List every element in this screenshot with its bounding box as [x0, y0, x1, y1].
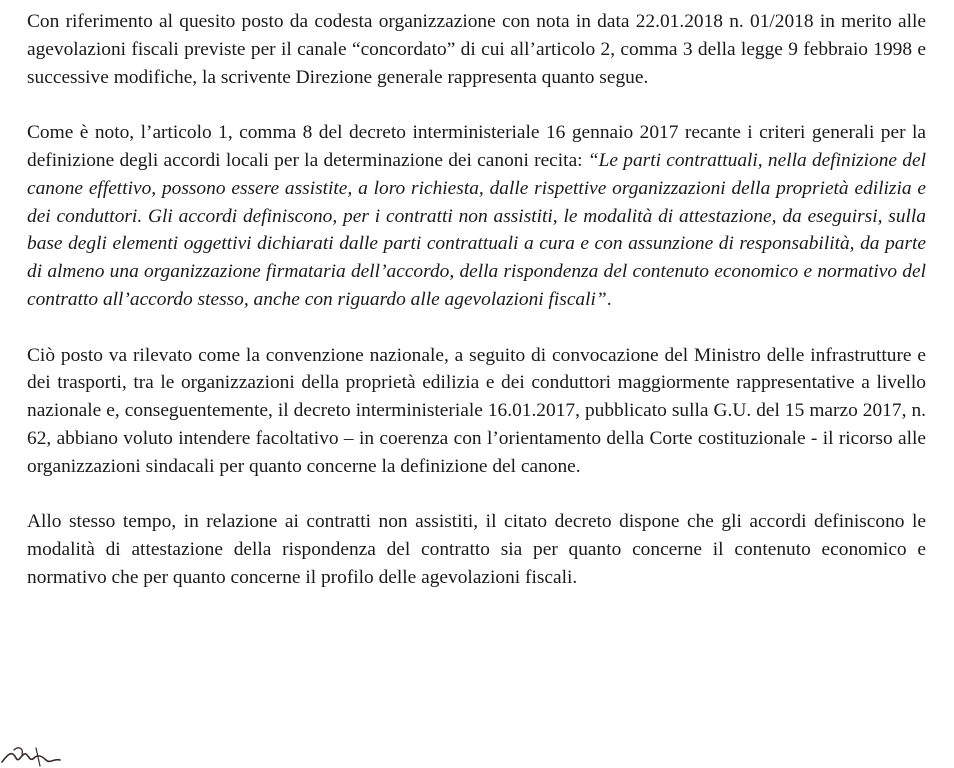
citation-quote: “Le parti contrattuali, nella definizione del canone effettivo, possono essere assistite, a loro richiesta, dalle rispettive organizzazioni della proprietà edilizia e dei conduttori. Gli accordi definiscono, per i contratti non assistiti, le modalità di attestazione, da eseguirsi, sulla base degli elementi oggettivi dichiarati dalle parti contrattuali a cura e con assunzione di responsabilità, da parte di almeno una organizzazione firmataria dell’accordo, della rispondenza del contenuto economico e normativo del contratto all’accordo stesso, anche con riguardo alle agevolazioni fiscali” [27, 149, 926, 310]
paragraph-text: Allo stesso tempo, in relazione ai contratti non assistiti, il citato decreto dispone che gli accordi definiscono le modalità di attestazione della rispondenza del contratto sia per quanto concerne il contenuto economico e normativo che per quanto concerne il profilo delle agevolazioni fiscali. [27, 511, 926, 588]
citation-end: . [606, 288, 612, 310]
paragraph-reference [27, 8, 926, 91]
paragraph-citation [27, 119, 926, 314]
paragraph-text: Con riferimento al quesito posto da codesta organizzazione con nota in data 22.01.2018 n. 01/2018 in merito alle agevolazioni fiscali previste per il canale “concordato” di cui all’articolo 2, comma 3 della legge 9 febbraio 1998 e successive modifiche, la scrivente Direzione generale rappresenta quanto segue. [27, 11, 926, 88]
document-body [27, 8, 926, 620]
citation-intro: Come è noto, l’articolo 1, comma 8 del decreto interministeriale 16 gennaio 2017 recante i criteri generali per la definizione degli accordi locali per la determinazione dei canoni recita: [27, 122, 926, 171]
paragraph-non-assisted [27, 508, 926, 591]
paragraph-convention [27, 342, 926, 481]
handwritten-signature-icon [0, 740, 70, 768]
paragraph-text: Ciò posto va rilevato come la convenzione nazionale, a seguito di convocazione del Ministro delle infrastrutture e dei trasporti, tra le organizzazioni della proprietà edilizia e dei conduttori maggiormente rappresentative a livello nazionale e, conseguentemente, il decreto interministeriale 16.01.2017, pubblicato sulla G.U. del 15 marzo 2017, n. 62, abbiano voluto intendere facoltativo – in coerenza con l’orientamento della Corte costituzionale - il ricorso alle organizzazioni sindacali per quanto concerne la definizione del canone. [27, 344, 926, 477]
